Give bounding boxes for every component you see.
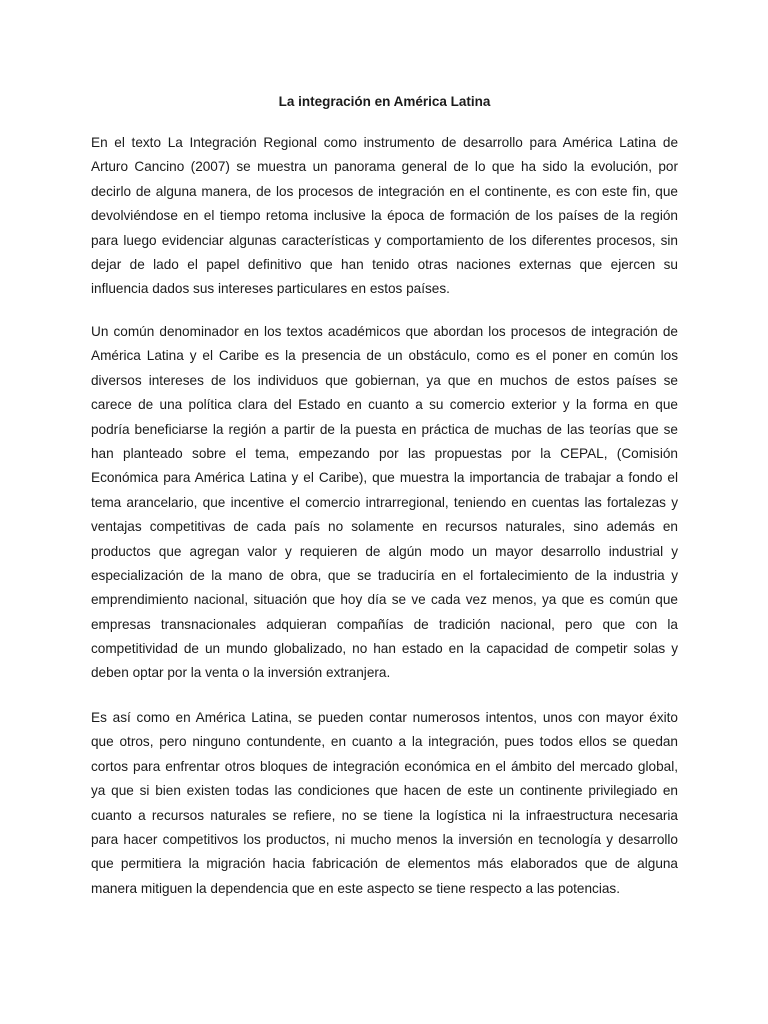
paragraph-line: dejar de lado el papel definitivo que han tenido otras naciones externas que ejercen su: [91, 256, 678, 272]
paragraph-line: decirlo de alguna manera, de los procesos de integración en el continente, es con este fin, que: [91, 183, 678, 199]
paragraph-line: han planteado sobre el tema, empezando por las propuestas por la CEPAL, (Comisión: [91, 445, 678, 461]
paragraph-line: para luego evidenciar algunas características y comportamiento de los diferentes procesos, sin: [91, 232, 678, 248]
paragraph-3: [91, 706, 678, 901]
document-title: La integración en América Latina: [278, 94, 491, 109]
paragraph-line: devolviéndose en el tiempo retoma inclusive la época de formación de los países de la región: [91, 208, 678, 224]
paragraph-line: En el texto La Integración Regional como instrumento de desarrollo para América Latina de: [91, 135, 678, 150]
paragraph-line: empresas transnacionales adquieran compañías de tradición nacional, pero que con la: [91, 616, 678, 632]
paragraph-line: especialización de la mano de obra, que se traduciría en el fortalecimiento de la industria y: [91, 567, 678, 583]
paragraph-line: que otros, pero ninguno contundente, en cuanto a la integración, pues todos ellos se quedan: [91, 734, 678, 750]
paragraph-line: tema arancelario, que incentive el comercio intrarregional, teniendo en cuentas las fortalezas y: [91, 494, 678, 510]
paragraph-line: Arturo Cancino (2007) se muestra un panorama general de lo que ha sido la evolución, por: [91, 159, 678, 175]
paragraph-line: cortos para enfrentar otros bloques de integración económica en el ámbito del mercado global,: [91, 758, 678, 774]
paragraph-line: que permitiera la migración hacia fabricación de elementos más elaborados que de alguna: [91, 856, 678, 872]
paragraph-line: podría beneficiarse la región a partir de la puesta en práctica de muchas de las teorías que se: [91, 421, 678, 437]
paragraph-line: influencia dados sus intereses particulares en estos países.: [91, 281, 450, 297]
paragraph-line: ya que si bien existen todas las condiciones que hacen de este un continente privilegiado en: [91, 783, 678, 799]
paragraph-line: carece de una política clara del Estado en cuanto a su comercio exterior y la forma en que: [91, 397, 678, 413]
paragraph-2: [91, 320, 678, 686]
paragraph-line: América Latina y el Caribe es la presencia de un obstáculo, como es el poner en común los: [91, 348, 678, 364]
paragraph-line: productos que agregan valor y requieren de algún modo un mayor desarrollo industrial y: [91, 543, 678, 559]
paragraph-line: diversos intereses de los individuos que gobiernan, ya que en muchos de estos países se: [91, 372, 678, 388]
paragraph-line: competitividad de un mundo globalizado, no han estado en la capacidad de competir solas y: [91, 641, 678, 657]
paragraph-line: emprendimiento nacional, situación que hoy día se ve cada vez menos, ya que es común que: [91, 592, 678, 608]
paragraph-line: deben optar por la venta o la inversión extranjera.: [91, 665, 391, 681]
paragraph-line: manera mitiguen la dependencia que en este aspecto se tiene respecto a las potencias.: [91, 880, 620, 896]
paragraph-line: Económica para América Latina y el Caribe), que muestra la importancia de trabajar a fondo el: [91, 470, 678, 486]
paragraph-line: Es así como en América Latina, se pueden contar numerosos intentos, unos con mayor éxito: [91, 710, 678, 725]
paragraph-line: para hacer competitivos los productos, ni mucho menos la inversión en tecnología y desarrollo: [91, 831, 678, 847]
paragraph-1: [91, 131, 678, 302]
paragraph-line: ventajas competitivas de cada país no solamente en recursos naturales, sino además en: [91, 519, 678, 535]
paragraph-line: Un común denominador en los textos académicos que abordan los procesos de integración de: [91, 324, 678, 339]
paragraph-line: cuanto a recursos naturales se refiere, no se tiene la logística ni la infraestructura necesaria: [91, 807, 678, 823]
